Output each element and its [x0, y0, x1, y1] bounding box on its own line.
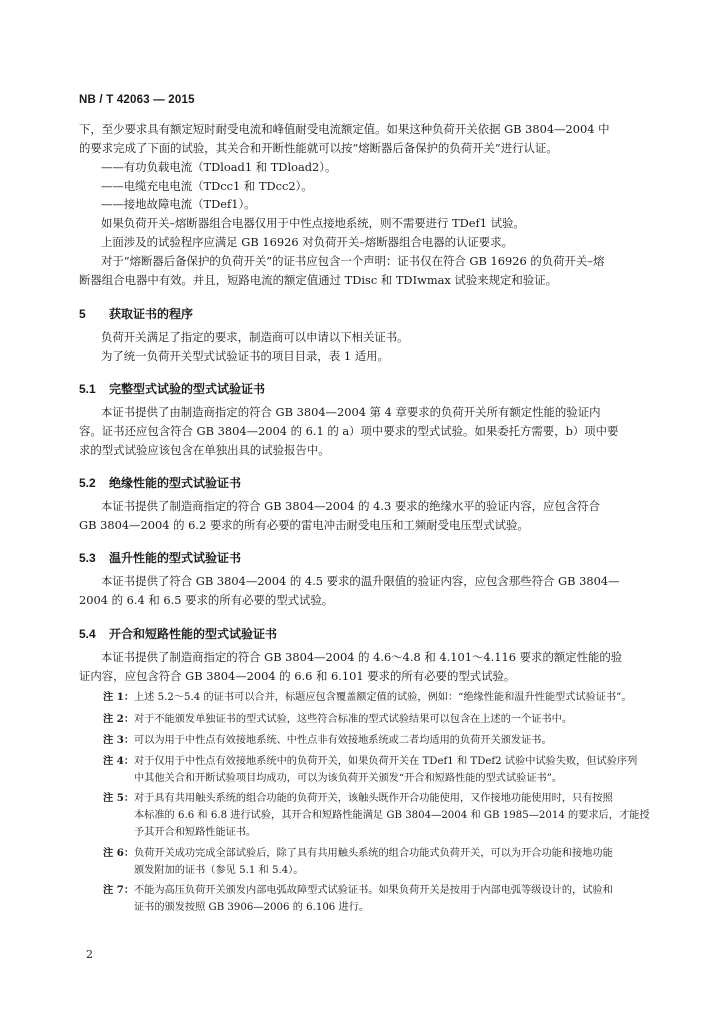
- section-5-3-heading: [79, 549, 241, 566]
- note-text: 可以为用于中性点有效接地系统、中性点非有效接地系统或二者均适用的负荷开关颁发证书。: [134, 735, 552, 746]
- note-6: [103, 847, 653, 860]
- intro-line-1: 下，至少要求具有额定短时耐受电流和峰值耐受电流额定值。如果这种负荷开关依据 GB 3804—2004 中: [79, 122, 610, 136]
- note-5: [103, 792, 653, 805]
- section-5-3-line-1: 本证书提供了符合 GB 3804—2004 的 4.5 要求的温升限值的验证内容，应包含那些符合 GB 3804—: [101, 574, 620, 588]
- section-5-2-line-2: GB 3804—2004 的 6.2 要求的所有必要的雷电冲击耐受电压和工频耐受电压型式试验。: [79, 518, 529, 532]
- section-title: 绝缘性能的型式试验证书: [109, 476, 242, 490]
- note-1: [103, 691, 653, 704]
- note-label: 注 7：: [103, 884, 135, 896]
- section-title: 开合和短路性能的型式试验证书: [109, 627, 278, 641]
- note-label: 注 4：: [103, 755, 135, 767]
- section-5-1-line-2: 容。证书还应包含符合 GB 3804—2004 的 6.1 的 a）项中要求的型式试验。如果委托方需要，b）项中要: [79, 424, 619, 438]
- section-5-2-heading: [79, 474, 241, 491]
- note-5-continuation-2: 予其开合和短路性能证书。: [134, 827, 257, 838]
- section-5-heading: [79, 305, 193, 322]
- note-label: 注 2：: [103, 713, 135, 725]
- note-2: [103, 713, 653, 726]
- note-4-continuation: 中其他关合和开断试验项目均成功，可以为该负荷开关颁发“开合和短路性能的型式试验证书”。: [134, 773, 563, 784]
- note-7-continuation: 证书的颁发按照 GB 3906—2006 的 6.106 进行。: [134, 902, 370, 913]
- intro-paragraph-2: 上面涉及的试验程序应满足 GB 16926 对负荷开关–熔断器组合电器的认证要求。: [101, 235, 513, 249]
- note-label: 注 6：: [103, 847, 135, 859]
- section-5-4-line-1: 本证书提供了制造商指定的符合 GB 3804—2004 的 4.6～4.8 和 4.101～4.116 要求的额定性能的验: [101, 650, 623, 664]
- section-5-2-line-1: 本证书提供了制造商指定的符合 GB 3804—2004 的 4.3 要求的绝缘水平的验证内容，应包含符合: [101, 499, 600, 513]
- note-text: 不能为高压负荷开关颁发内部电弧故障型式试验证书。如果负荷开关是按用于内部电弧等级设计的，试验和: [134, 885, 613, 896]
- intro-line-2: 的要求完成了下面的试验，其关合和开断性能就可以按“熔断器后备保护的负荷开关”进行认证。: [79, 141, 558, 155]
- intro-paragraph-3-line-1: 对于“熔断器后备保护的负荷开关”的证书应包含一个声明：证书仅在符合 GB 16926 的负荷开关–熔: [101, 254, 605, 268]
- note-6-continuation: 颁发附加的证书（参见 5.1 和 5.4）。: [134, 865, 304, 876]
- section-title: 获取证书的程序: [109, 307, 194, 321]
- note-label: 注 3：: [103, 734, 135, 746]
- section-5-4-line-2: 证内容，应包含符合 GB 3804—2004 的 6.6 和 6.101 要求的所有必要的型式试验。: [79, 669, 516, 683]
- note-text: 上述 5.2～5.4 的证书可以合并，标题应包含覆盖额定值的试验，例如：“绝缘性能和温升性能型式试验证书”。: [134, 692, 632, 703]
- section-5-1-heading: [79, 380, 265, 397]
- intro-dash-item-2: ——电缆充电电流（TDcc1 和 TDcc2）。: [101, 179, 313, 193]
- intro-paragraph-3-line-2: 断器组合电器中有效。并且，短路电流的额定值通过 TDisc 和 TDIwmax 试验来规定和验证。: [79, 273, 557, 287]
- note-label: 注 5：: [103, 792, 135, 804]
- intro-paragraph-1: 如果负荷开关–熔断器组合电器仅用于中性点接地系统，则不需要进行 TDef1 试验。: [101, 216, 525, 230]
- section-number: 5.2: [79, 476, 96, 490]
- note-text: 负荷开关成功完成全部试验后，除了具有共用触头系统的组合功能式负荷开关，可以为开合功能和接地功能: [134, 848, 613, 859]
- section-number: 5.3: [79, 551, 96, 565]
- note-label: 注 1：: [103, 691, 135, 703]
- section-number: 5.1: [79, 382, 96, 396]
- note-text: 对于仅用于中性点有效接地系统中的负荷开关，如果负荷开关在 TDef1 和 TDef2 试验中试验失败，但试验序列: [134, 756, 638, 767]
- intro-dash-item-1: ——有功负载电流（TDload1 和 TDload2）。: [101, 160, 337, 174]
- section-number: 5: [79, 307, 86, 321]
- page-number: 2: [86, 948, 93, 961]
- note-text: 对于不能颁发单独证书的型式试验，这些符合标准的型式试验结果可以包含在上述的一个证书中。: [134, 714, 573, 725]
- note-4: [103, 755, 653, 768]
- section-5-1-line-1: 本证书提供了由制造商指定的符合 GB 3804—2004 第 4 章要求的负荷开关所有额定性能的验证内: [101, 405, 601, 419]
- section-title: 完整型式试验的型式试验证书: [109, 382, 266, 396]
- section-5-paragraph-2: 为了统一负荷开关型式试验证书的项目目录，表 1 适用。: [101, 349, 389, 363]
- section-5-1-line-3: 求的型式试验应该包含在单独出具的试验报告中。: [79, 443, 330, 457]
- section-5-4-heading: [79, 625, 277, 642]
- note-5-continuation-1: 本标准的 6.6 和 6.8 进行试验，其开合和短路性能满足 GB 3804—2004 和 GB 1985—2014 的要求后，才能授: [134, 810, 650, 821]
- section-number: 5.4: [79, 627, 96, 641]
- note-3: [103, 734, 653, 747]
- note-text: 对于具有共用触头系统的组合功能的负荷开关，该触头既作开合功能使用，又作接地功能使用时，只有按照: [134, 793, 613, 804]
- section-title: 温升性能的型式试验证书: [109, 551, 242, 565]
- standard-code-header: NB / T 42063 — 2015: [79, 94, 195, 106]
- section-5-3-line-2: 2004 的 6.4 和 6.5 要求的所有必要的型式试验。: [79, 593, 334, 607]
- intro-dash-item-3: ——接地故障电流（TDef1）。: [101, 197, 256, 211]
- section-5-paragraph-1: 负荷开关满足了指定的要求，制造商可以申请以下相关证书。: [101, 330, 409, 344]
- note-7: [103, 884, 653, 897]
